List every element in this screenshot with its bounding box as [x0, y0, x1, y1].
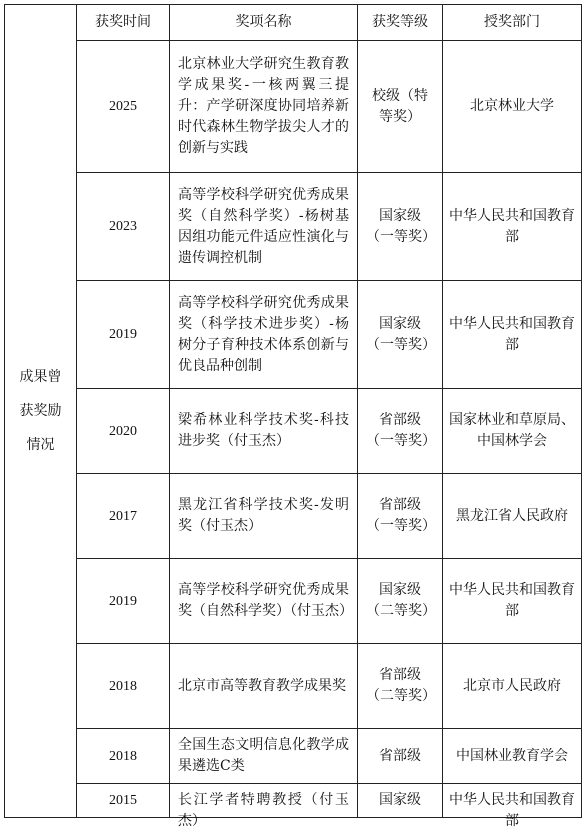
header-name: 奖项名称 [170, 5, 358, 41]
award-name: 全国生态文明信息化教学成果遴选C类 [170, 729, 358, 784]
award-year: 2018 [77, 644, 170, 729]
award-name: 北京林业大学研究生教育教学成果奖-一核两翼三提升：产学研深度协同培养新时代森林生物学拔尖人才的创新与实践 [170, 41, 358, 173]
award-level: 国家级（一等奖） [358, 173, 443, 281]
table-row [5, 173, 582, 281]
table-row [5, 389, 582, 474]
header-dept: 授奖部门 [443, 5, 582, 41]
section-label-cell [5, 5, 77, 818]
award-level: 国家级（一等奖） [358, 281, 443, 389]
award-dept-cell [443, 784, 582, 829]
award-year: 2015 [77, 784, 170, 818]
award-dept: 国家林业和草原局、中国林学会 [443, 389, 582, 474]
award-level: 省部级（二等奖） [358, 644, 443, 729]
award-dept: 中华人民共和国教育部 [443, 281, 582, 389]
award-name: 高等学校科学研究优秀成果奖（自然科学奖）（付玉杰） [170, 559, 358, 644]
award-level: 省部级（一等奖） [358, 474, 443, 559]
award-year: 2025 [77, 41, 170, 173]
award-year: 2023 [77, 173, 170, 281]
award-dept: 中华人民共和国教育部 [449, 791, 575, 829]
award-name-cell [170, 784, 358, 829]
award-dept: 中华人民共和国教育部 [443, 559, 582, 644]
award-year: 2020 [77, 389, 170, 474]
table-row [5, 281, 582, 389]
award-level: 校级（特等奖） [358, 41, 443, 173]
table-row [5, 729, 582, 784]
award-name: 梁希林业科学技术奖-科技进步奖（付玉杰） [170, 389, 358, 474]
header-row [5, 5, 582, 41]
award-name: 北京市高等教育教学成果奖 [170, 644, 358, 729]
table-row [5, 474, 582, 559]
award-dept: 中华人民共和国教育部 [443, 173, 582, 281]
award-dept: 黑龙江省人民政府 [443, 474, 582, 559]
table-row [5, 41, 582, 173]
award-level: 省部级（一等奖） [358, 389, 443, 474]
award-name: 长江学者特聘教授（付玉杰） [178, 791, 349, 829]
header-time: 获奖时间 [77, 5, 170, 41]
award-level: 国家级（二等奖） [358, 559, 443, 644]
award-dept: 中国林业教育学会 [443, 729, 582, 784]
header-level: 获奖等级 [358, 5, 443, 41]
table-row [5, 559, 582, 644]
award-year: 2018 [77, 729, 170, 784]
award-level: 省部级 [358, 729, 443, 784]
award-dept: 北京林业大学 [443, 41, 582, 173]
award-name: 高等学校科学研究优秀成果奖（自然科学奖）-杨树基因组功能元件适应性演化与遗传调控机制 [170, 173, 358, 281]
award-dept: 北京市人民政府 [443, 644, 582, 729]
table-row [5, 644, 582, 729]
award-year: 2017 [77, 474, 170, 559]
award-year: 2019 [77, 281, 170, 389]
award-name: 黑龙江省科学技术奖-发明奖（付玉杰） [170, 474, 358, 559]
award-year: 2019 [77, 559, 170, 644]
table-row [5, 784, 582, 818]
awards-table [4, 4, 582, 829]
award-level: 国家级 [358, 784, 443, 818]
award-name: 高等学校科学研究优秀成果奖（科学技术进步奖）-杨树分子育种技术体系创新与优良品种创制 [170, 281, 358, 389]
section-label: 成果曾获奖励情况 [19, 369, 62, 453]
